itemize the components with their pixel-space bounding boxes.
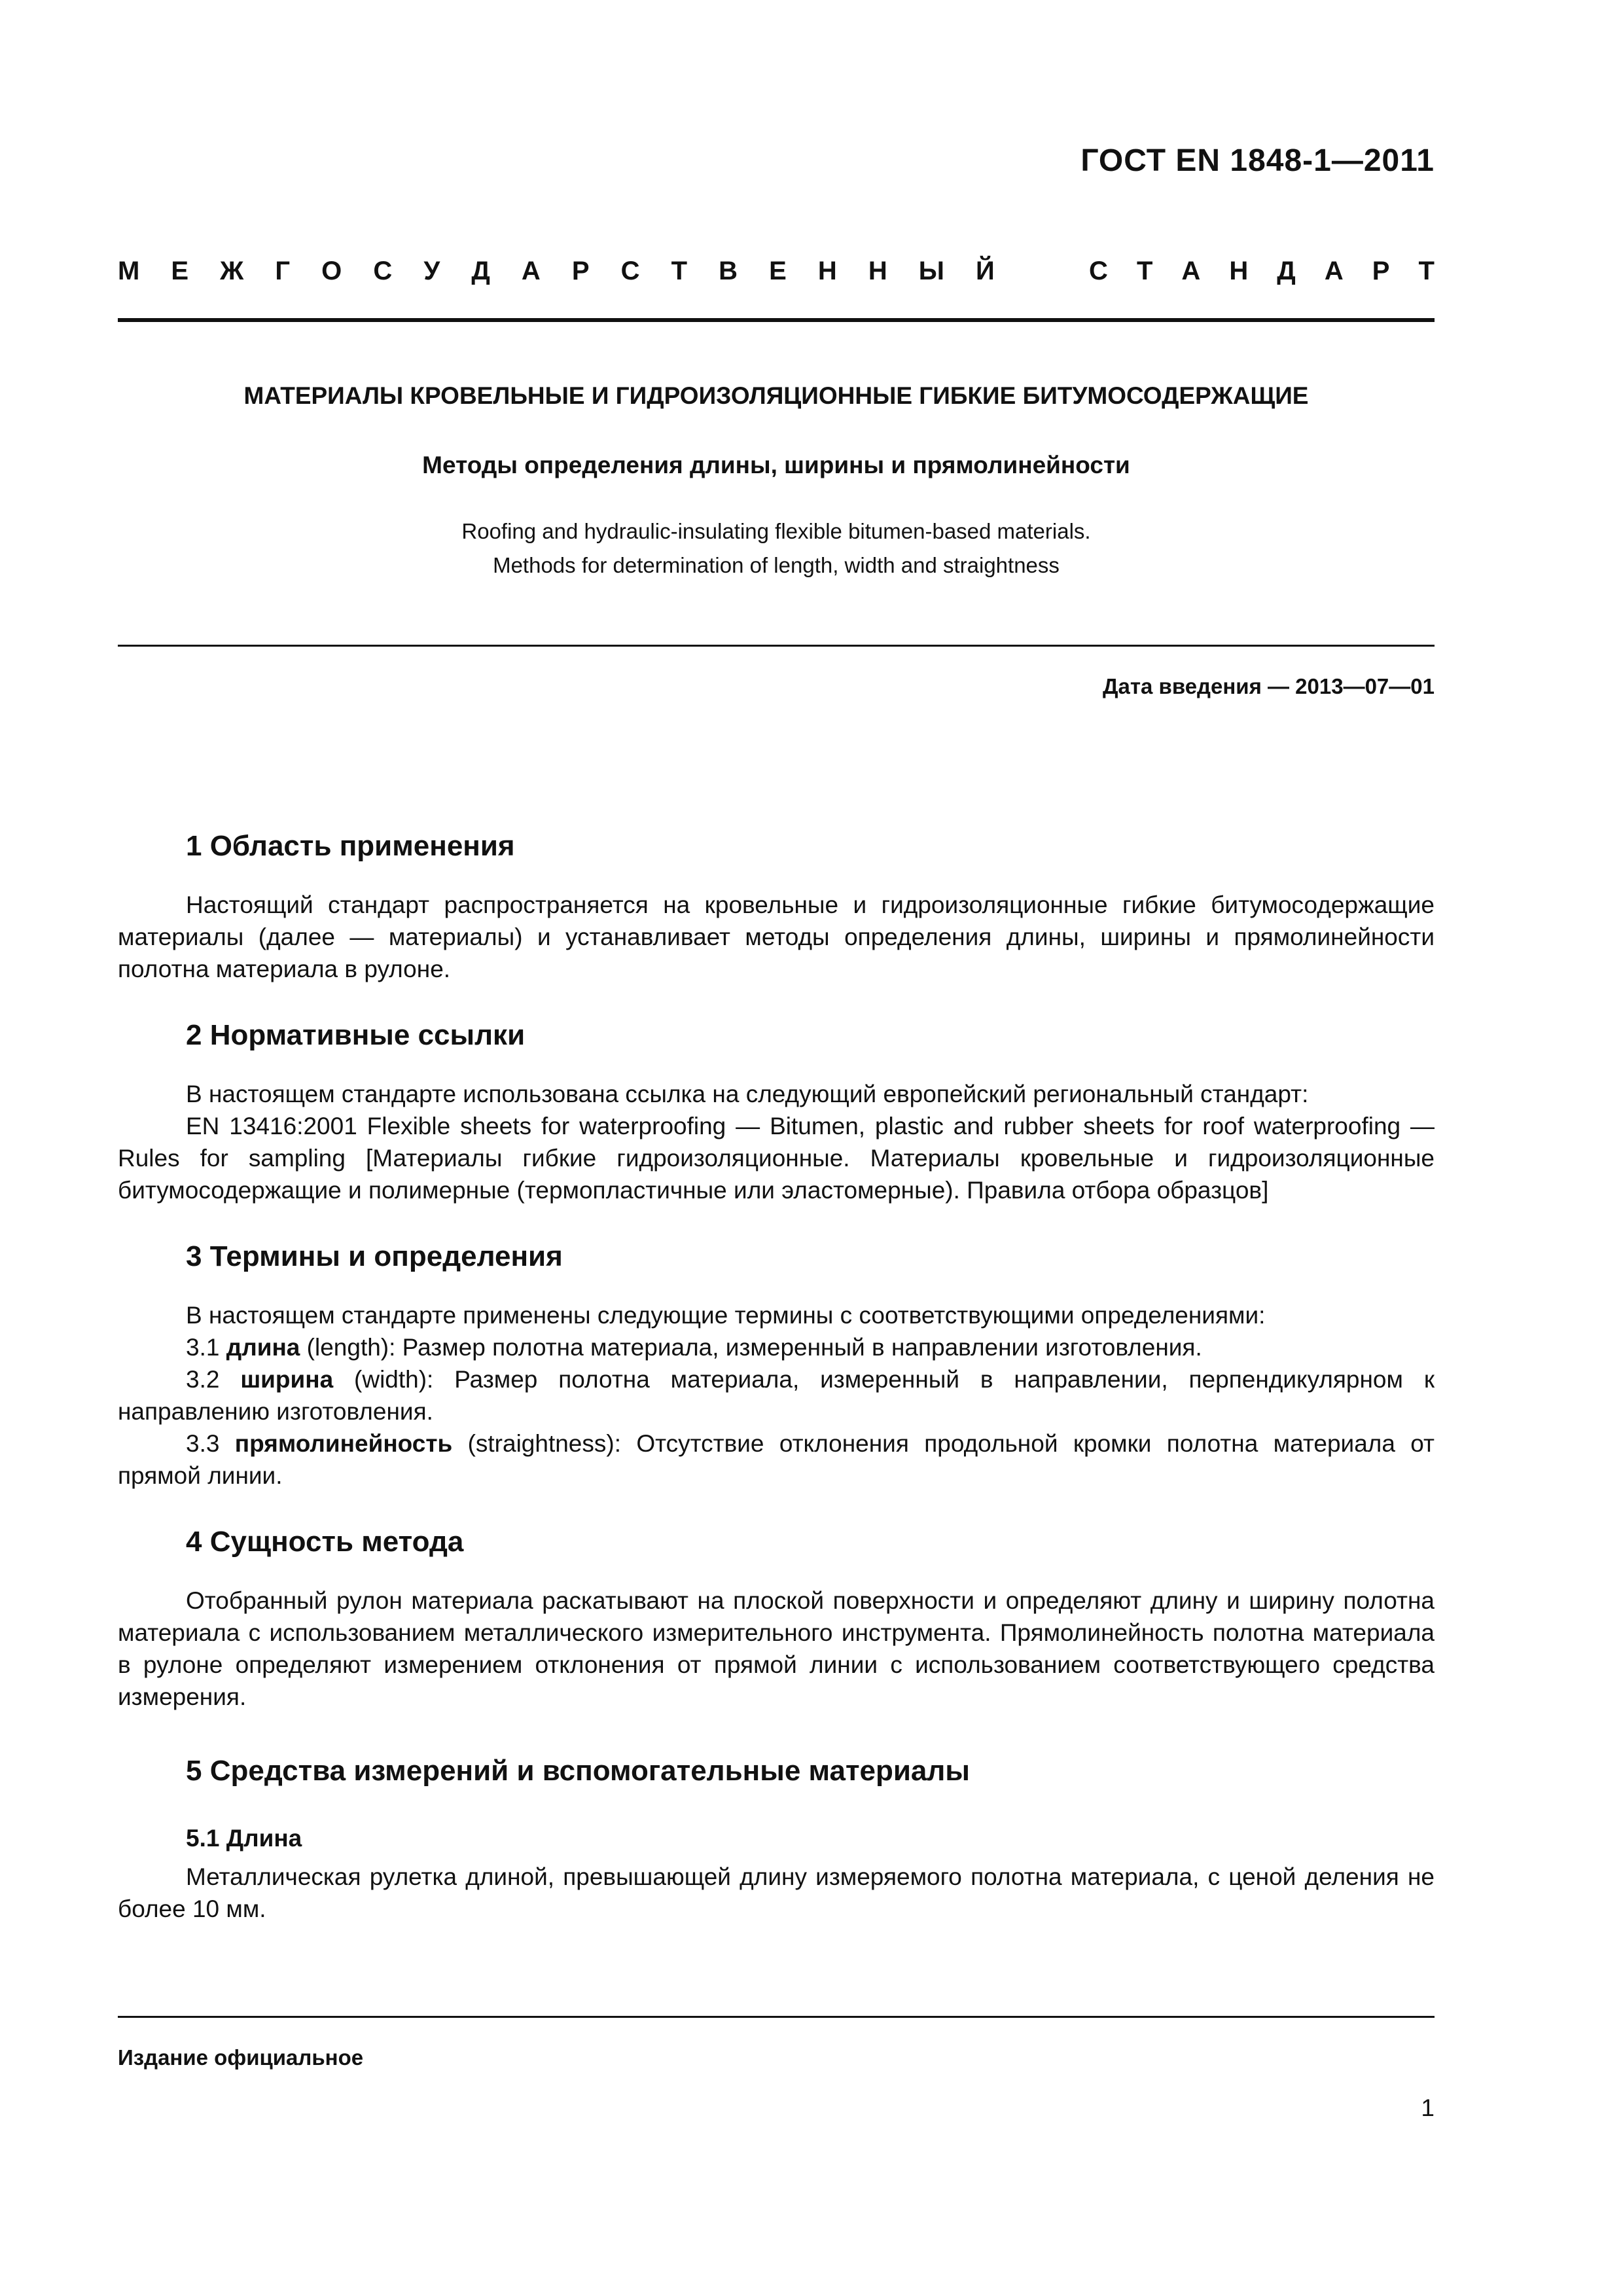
- introduction-date: Дата введения — 2013—07—01: [1103, 674, 1435, 698]
- document-title-en: [118, 514, 1435, 583]
- term-text: (straightness): Отсутствие отклонения продольной кромки полотна материала от прямой линии.: [118, 1430, 1435, 1489]
- banner-letter: С: [1089, 257, 1108, 285]
- banner-letter: Н: [817, 257, 837, 285]
- term-definition: [118, 1331, 1435, 1363]
- title-en-line: Methods for determination of length, width and straightness: [493, 553, 1060, 577]
- banner-letter: С: [620, 257, 640, 285]
- section-heading: 2 Нормативные ссылки: [186, 1019, 526, 1051]
- footer-rule: [118, 2016, 1435, 2018]
- banner-letter: Д: [1277, 257, 1296, 285]
- term-name: ширина: [240, 1366, 334, 1393]
- title-rule: [118, 645, 1435, 647]
- banner-letter: Р: [1372, 257, 1390, 285]
- banner-letter: Г: [275, 257, 291, 285]
- section-heading: 5 Средства измерений и вспомогательные материалы: [186, 1755, 970, 1787]
- banner-letter: Й: [976, 257, 995, 285]
- term-text: (width): Размер полотна материала, измеренный в направлении, перпендикулярном к направлению изготовления.: [118, 1366, 1435, 1425]
- term-number: 3.1: [186, 1334, 226, 1361]
- paragraph: EN 13416:2001 Flexible sheets for waterproofing — Bitumen, plastic and rubber sheets for roof waterproofing — Rules for sampling [Материалы гибкие гидроизоляционные. Материалы кровельные и гидроизоляционные битумосодержащие и полимерные (термопластичные или эластомерные). Правила отбора образцов]: [118, 1113, 1435, 1204]
- banner-letter: С: [373, 257, 393, 285]
- page-number: 1: [1421, 2094, 1435, 2121]
- banner-letter: Д: [471, 257, 490, 285]
- interstate-word: [118, 257, 995, 286]
- standard-word: [1089, 257, 1435, 286]
- banner-letter: О: [321, 257, 342, 285]
- document-page: [118, 0, 1435, 2296]
- banner-letter: Т: [671, 257, 688, 285]
- document-body: [118, 826, 1435, 1925]
- paragraph: Металлическая рулетка длиной, превышающей длину измеряемого полотна материала, с ценой деления не более 10 мм.: [118, 1863, 1435, 1922]
- section-heading: 4 Сущность метода: [186, 1526, 464, 1558]
- official-edition-label: Издание официальное: [118, 2045, 364, 2070]
- term-number: 3.3: [186, 1430, 235, 1457]
- section-heading: 3 Термины и определения: [186, 1240, 563, 1272]
- title-en-line: Roofing and hydraulic-insulating flexible bitumen-based materials.: [461, 519, 1091, 543]
- document-subtitle-ru: Методы определения длины, ширины и прямолинейности: [422, 452, 1130, 478]
- banner-letter: В: [719, 257, 738, 285]
- banner-letter: У: [423, 257, 440, 285]
- banner-letter: А: [1181, 257, 1201, 285]
- term-definition: [118, 1427, 1435, 1492]
- banner-letter: А: [521, 257, 541, 285]
- document-code: ГОСТ EN 1848-1—2011: [1080, 143, 1435, 178]
- banner-letter: Е: [769, 257, 787, 285]
- banner-letter: М: [118, 257, 140, 285]
- banner-letter: Н: [1229, 257, 1249, 285]
- banner-letter: Т: [1418, 257, 1435, 285]
- banner-letter: Ж: [220, 257, 244, 285]
- banner-letter: Т: [1136, 257, 1153, 285]
- banner-letter: А: [1324, 257, 1344, 285]
- paragraph: В настоящем стандарте применены следующие термины с соответствующими определениями:: [186, 1302, 1266, 1329]
- banner-letter: Ы: [918, 257, 944, 285]
- document-title-ru: МАТЕРИАЛЫ КРОВЕЛЬНЫЕ И ГИДРОИЗОЛЯЦИОННЫЕ ГИБКИЕ БИТУМОСОДЕРЖАЩИЕ: [243, 382, 1309, 409]
- section-heading: 1 Область применения: [186, 830, 515, 862]
- subsection-heading: 5.1 Длина: [186, 1825, 302, 1852]
- term-name: прямолинейность: [234, 1430, 453, 1457]
- banner-letter: Е: [171, 257, 189, 285]
- banner-letter: Р: [571, 257, 590, 285]
- term-name: длина: [226, 1334, 300, 1361]
- term-definition: [118, 1363, 1435, 1427]
- paragraph: Отобранный рулон материала раскатывают на плоской поверхности и определяют длину и ширину полотна материала с использованием металлического измерительного инструмента. Прямолинейность полотна материала в рулоне определяют измерением отклонения от прямой линии с использованием соответствующего средства измерения.: [118, 1587, 1435, 1710]
- term-number: 3.2: [186, 1366, 241, 1393]
- header-rule: [118, 318, 1435, 322]
- paragraph: В настоящем стандарте использована ссылка на следующий европейский региональный стандарт:: [186, 1081, 1309, 1107]
- interstate-standard-banner: [118, 257, 1435, 286]
- term-text: (length): Размер полотна материала, измеренный в направлении изготовления.: [300, 1334, 1202, 1361]
- paragraph: Настоящий стандарт распространяется на кровельные и гидроизоляционные гибкие битумосодержащие материалы (далее — материалы) и устанавливает методы определения длины, ширины и прямолинейности полотна материала в рулоне.: [118, 891, 1435, 982]
- banner-letter: Н: [868, 257, 887, 285]
